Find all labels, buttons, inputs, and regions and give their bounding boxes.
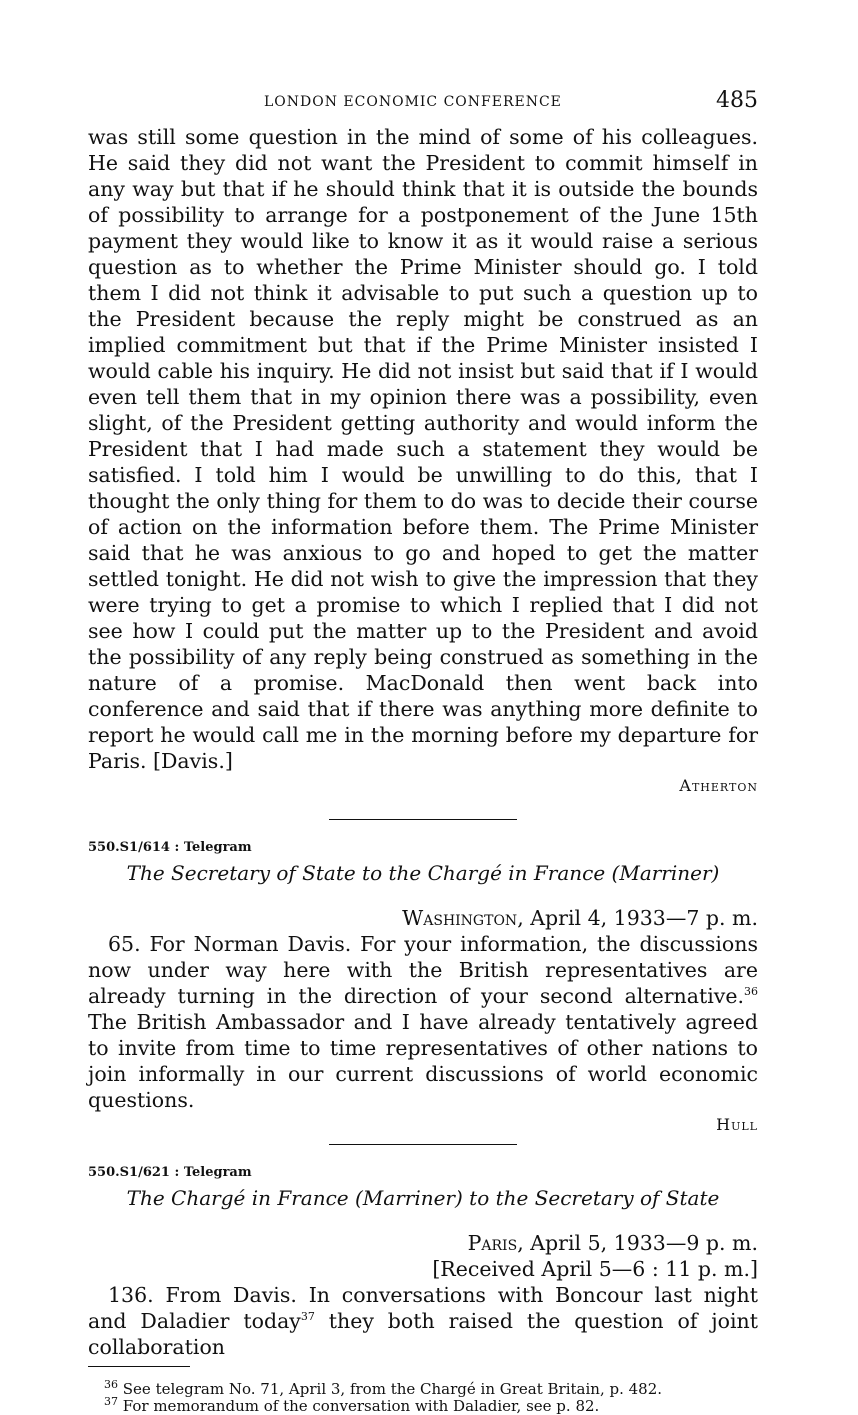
footnote-text: For memorandum of the conversation with Daladier, see p. 82.	[122, 1397, 600, 1415]
page-number: 485	[716, 88, 758, 113]
document-page	[88, 88, 758, 1415]
telegram-body	[88, 1282, 758, 1360]
footnote-text: See telegram No. 71, April 3, from the Chargé in Great Britain, p. 482.	[122, 1380, 663, 1398]
footnote-divider	[88, 1366, 190, 1367]
telegram-text-continued: they both raised the question of joint collaboration	[88, 1309, 758, 1359]
file-number: 550.S1/621 : Telegram	[88, 1165, 252, 1180]
dateline-place: Paris	[467, 1231, 518, 1255]
signature-atherton: Atherton	[679, 776, 758, 795]
running-head	[88, 88, 758, 124]
footnote-reference: 37	[300, 1310, 315, 1324]
section-divider	[329, 819, 517, 820]
document-title: The Secretary of State to the Chargé in France (Marriner)	[126, 861, 720, 885]
dateline-date: , April 5, 1933—9 p. m.	[517, 1231, 758, 1255]
telegram-body	[88, 931, 758, 1113]
telegram-text: 136. From Davis. In conversations with Boncour last night and Daladier today	[88, 1283, 758, 1333]
footnote	[104, 1395, 758, 1415]
footnote	[104, 1378, 758, 1398]
document-title: The Chargé in France (Marriner) to the Secretary of State	[126, 1186, 720, 1210]
dateline-place: Washington	[402, 906, 518, 930]
footnotes	[88, 1378, 758, 1415]
footnote-number: 37	[104, 1395, 118, 1408]
footnote-number: 36	[104, 1378, 118, 1391]
telegram-text-continued: The British Ambassador and I have already tentatively agreed to invite from time to time representatives of other nations to join informally in our current discussions of world economic questions.	[88, 1010, 758, 1112]
dateline	[88, 905, 758, 931]
signature-hull: Hull	[716, 1115, 758, 1134]
dateline	[88, 1230, 758, 1256]
continuation-paragraph: was still some question in the mind of some of his colleagues. He said they did not want the President to commit himself in any way but that if he should think that it is outside the bounds of possibility to arrange for a postponement of the June 15th payment they would like to know it as it would raise a serious question as to whether the Prime Minister should go. I told them I did not think it advisable to put such a question up to the President because the reply might be construed as an implied commitment but that if the Prime Minister insisted I would cable his inquiry. He did not insist but said that if I would even tell them that in my opinion there was a possibility, even slight, of the President getting authority and would inform the President that I had made such a statement they would be satisfied. I told him I would be unwilling to do this, that I thought the only thing for them to do was to decide their course of action on the information before them. The Prime Minister said that he was anxious to go and hoped to get the matter settled tonight. He did not wish to give the impression that they were trying to get a promise to which I replied that I did not see how I could put the matter up to the President and avoid the possibility of any reply being construed as something in the nature of a promise. MacDonald then went back into conference and said that if there was anything more definite to report he would call me in the morning before my departure for Paris. [Davis.]	[88, 125, 758, 773]
running-title: LONDON ECONOMIC CONFERENCE	[264, 94, 562, 110]
section-divider	[329, 1144, 517, 1145]
received-line: [Received April 5—6 : 11 p. m.]	[432, 1257, 758, 1281]
telegram-text: 65. For Norman Davis. For your information, the discussions now under way here with the British representatives are already turning in the direction of your second alternative.	[88, 932, 758, 1008]
footnote-reference: 36	[744, 985, 758, 999]
file-number: 550.S1/614 : Telegram	[88, 840, 252, 855]
dateline-date: , April 4, 1933—7 p. m.	[517, 906, 758, 930]
